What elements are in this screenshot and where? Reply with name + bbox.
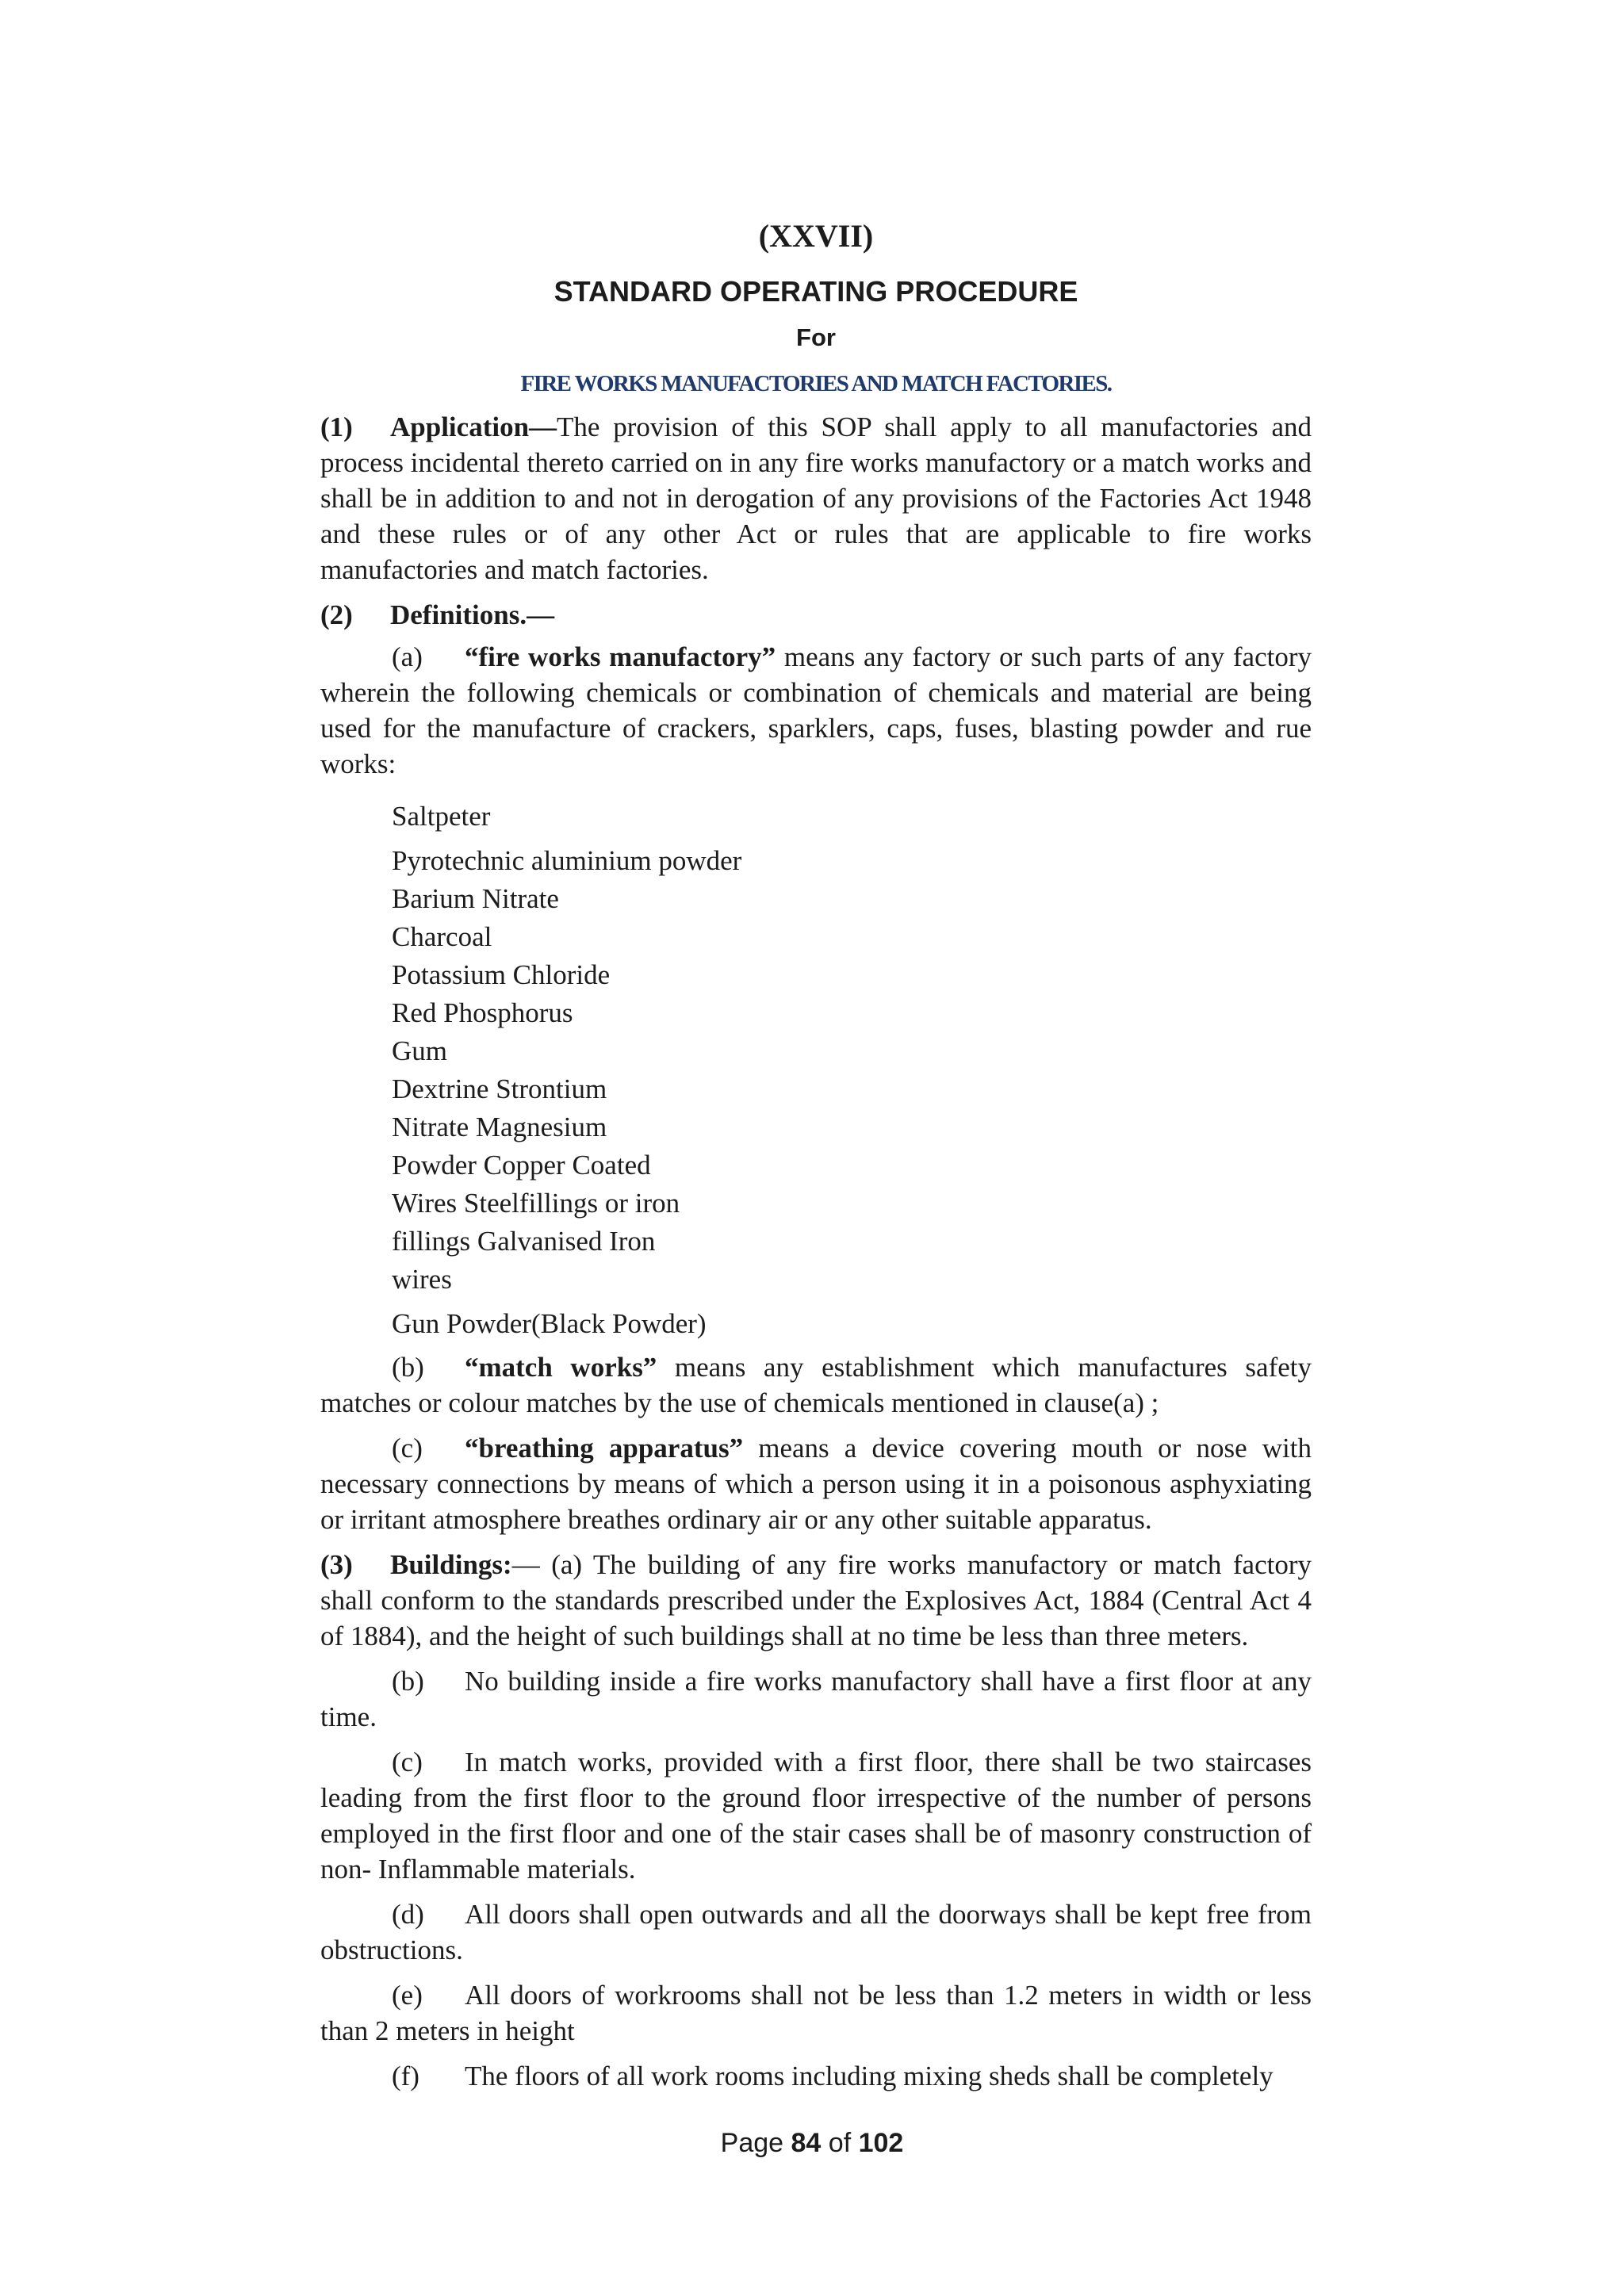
clause-label: (c) [392,1433,423,1464]
sop-title: STANDARD OPERATING PROCEDURE [553,275,1078,308]
buildings-clause-f [320,2058,1312,2094]
definition-text: means any establishment which manufactures safety matches or colour matches by the use of chemicals mentioned in clause(a) ; [320,1352,1312,1418]
definition-text: means any factory or such parts of any factory wherein the following chemicals or combination of chemicals and material are being used for the manufacture of crackers, sparklers, caps, fuses, blasting powder and rue works: [320,641,1312,779]
list-item: wires [392,1264,452,1295]
list-item: Gun Powder(Black Powder) [392,1308,707,1339]
list-item: Saltpeter [392,801,491,832]
section-number-2: (2) [320,599,353,630]
definition-term: “breathing apparatus” [465,1433,744,1464]
clause-label: (e) [392,1980,423,2011]
definitions-heading: Definitions.— [390,599,555,630]
definition-b [320,1349,1312,1421]
clause-label: (b) [392,1666,424,1697]
list-item: Pyrotechnic aluminium powder [392,845,742,876]
list-item: Red Phosphorus [392,997,573,1028]
section-number-3: (3) [320,1549,353,1580]
definition-text: means a device covering mouth or nose with necessary connections by means of which a person using it in a poisonous asphyxiating or irritant atmosphere breathes ordinary air or any other suitable apparatus. [320,1433,1312,1535]
page-content [320,212,1312,2094]
sop-for-label: For [796,323,836,351]
application-heading: Application— [390,411,557,442]
buildings-clause-e [320,1977,1312,2049]
section-application [320,409,1312,587]
list-item: Dextrine Strontium [392,1073,607,1104]
list-item: Gum [392,1035,447,1066]
page-number: 84 [791,2128,822,2158]
list-item: Powder Copper Coated [392,1150,651,1181]
list-item: Potassium Chloride [392,959,611,990]
section-number: (XXVII) [758,218,874,254]
clause-label: (f) [392,2061,419,2091]
definition-term: “fire works manufactory” [465,641,776,672]
clause-text: In match works, provided with a first floor, there shall be two staircases leading from the first floor to the ground floor irrespective of the number of persons employed in the first floor and one of the stair cases shall be of masonry construction of non- Inflammable materials. [320,1747,1312,1885]
definition-c [320,1430,1312,1537]
page-footer [0,2123,1624,2163]
buildings-heading: Buildings: [390,1549,512,1580]
buildings-clause-a: — (a) The building of any fire works manufactory or match factory shall conform to the standards prescribed under the Explosives Act, 1884 (Central Act 4 of 1884), and the height of such buildings shall at no time be less than three meters. [320,1549,1312,1651]
clause-text: The floors of all work rooms including mixing sheds shall be completely [465,2061,1274,2091]
list-item: Nitrate Magnesium [392,1112,607,1142]
list-item: fillings Galvanised Iron [392,1226,656,1257]
clause-label: (a) [392,641,423,672]
total-pages: 102 [858,2128,904,2158]
list-item: Charcoal [392,921,492,952]
definition-a [320,639,1312,782]
buildings-clause-b [320,1663,1312,1735]
of-label: of [828,2128,852,2158]
section-number-1: (1) [320,411,353,442]
page-label: Page [720,2128,784,2158]
clause-label: (b) [392,1352,424,1383]
section-definitions [320,597,1312,633]
definition-term: “match works” [465,1352,657,1383]
list-item: Barium Nitrate [392,883,559,914]
chemicals-list [320,798,1312,1343]
list-item: Wires Steelfillings or iron [392,1188,680,1219]
application-text: The provision of this SOP shall apply to all manufactories and process incidental thereto carried on in any fire works manufactory or a match works and shall be in addition to and not in derogation of any provisions of the Factories Act 1948 and these rules or of any other Act or rules that are applicable to fire works manufactories and match factories. [320,411,1312,585]
buildings-clause-d [320,1896,1312,1968]
buildings-clause-c [320,1744,1312,1887]
clause-text: No building inside a fire works manufactory shall have a first floor at any time. [320,1666,1312,1732]
clause-label: (d) [392,1899,424,1930]
sop-subject: FIRE WORKS MANUFACTORIES AND MATCH FACTORIES. [520,371,1112,396]
section-buildings [320,1547,1312,1654]
clause-text: All doors shall open outwards and all the doorways shall be kept free from obstructions. [320,1899,1312,1965]
clause-text: All doors of workrooms shall not be less than 1.2 meters in width or less than 2 meters in height [320,1980,1312,2046]
clause-label: (c) [392,1747,423,1777]
